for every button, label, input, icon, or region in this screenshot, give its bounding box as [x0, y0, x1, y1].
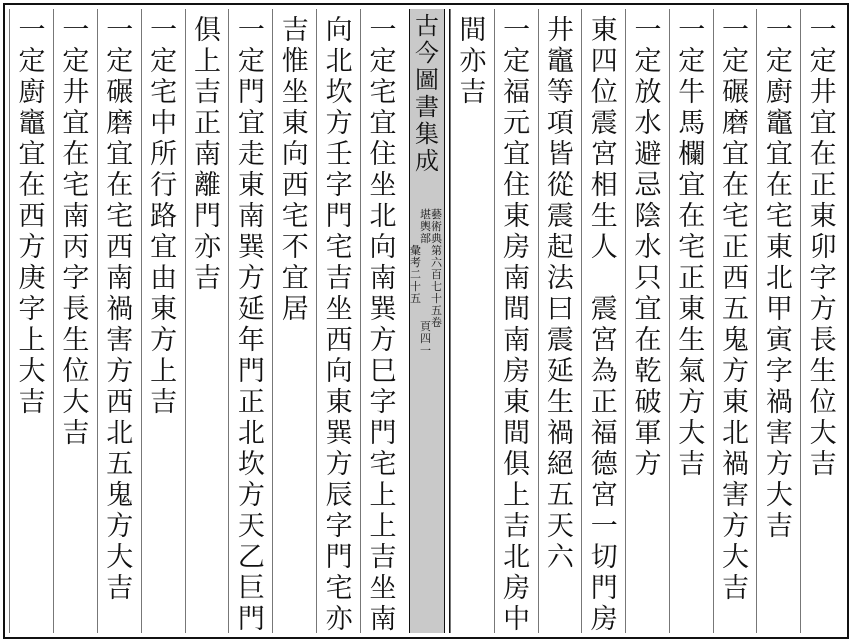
- book-title: 古 今 圖 書 集 成: [415, 12, 439, 175]
- text-column: [669, 9, 713, 633]
- text-column: [581, 9, 625, 633]
- column-text: 間 亦 吉: [459, 15, 487, 108]
- text-column: [228, 9, 272, 633]
- column-text: 一 定 門 宜 走 東 南 巽 方 延 年 門 正 北 坎 方 天 乙 巨 門: [237, 15, 265, 635]
- column-text: 一 定 宅 中 所 行 路 宜 由 東 方 上 吉: [150, 15, 178, 418]
- column-text: 一 定 福 元 宜 住 東 房 南 間 南 房 東 間 俱 上 吉 北 房 中: [503, 15, 531, 635]
- text-column: [185, 9, 229, 633]
- column-text: 一 定 碾 磨 宜 在 宅 西 南 禍 害 方 西 北 五 鬼 方 大 吉: [106, 15, 134, 604]
- text-column: [360, 9, 404, 633]
- column-text: 俱 上 吉 正 南 離 門 亦 吉: [193, 15, 221, 294]
- left-text-panel: [9, 9, 404, 633]
- right-text-panel: [449, 9, 844, 633]
- book-spine-header: [409, 9, 445, 633]
- spine-section-1: 藝 術 典: [431, 208, 442, 245]
- spine-section-2: 堪 輿 部: [420, 208, 431, 245]
- text-column: [316, 9, 360, 633]
- column-text: 一 定 井 宜 在 宅 南 丙 字 長 生 位 大 吉: [62, 15, 90, 449]
- text-column: [97, 9, 141, 633]
- text-column: [141, 9, 185, 633]
- text-column: [756, 9, 800, 633]
- column-text: 一 定 牛 馬 欄 宜 在 宅 正 東 生 氣 方 大 吉: [678, 15, 706, 480]
- spine-section-5: 頁 四 一: [420, 320, 431, 357]
- text-column: [625, 9, 669, 633]
- spine-section-4: 彙 考 二 十 五: [410, 244, 421, 305]
- column-text: 向 北 坎 方 壬 字 門 宅 吉 坐 西 向 東 巽 方 辰 字 門 宅 亦: [325, 15, 353, 635]
- column-text: 一 定 廚 竈 宜 在 宅 東 北 甲 寅 字 禍 害 方 大 吉: [765, 15, 793, 542]
- spine-section-3: 第 六 百 七 十 五 卷: [431, 244, 442, 329]
- column-text: 一 定 碾 磨 宜 在 宅 正 西 五 鬼 方 東 北 禍 害 方 大 吉: [722, 15, 750, 604]
- text-column: [713, 9, 757, 633]
- column-text: 井 竈 等 項 皆 從 震 起 法 曰 震 延 生 禍 絕 五 天 六: [546, 15, 574, 573]
- text-column: [53, 9, 97, 633]
- column-text: 一 定 放 水 避 忌 陰 水 只 宜 在 乾 破 軍 方: [634, 15, 662, 480]
- column-text: 吉 惟 坐 東 向 西 宅 不 宜 居: [281, 15, 309, 325]
- column-text: 一 定 宅 宜 住 坐 北 向 南 巽 方 巳 字 門 宅 上 上 吉 坐 南: [369, 15, 397, 635]
- column-text: 一 定 井 宜 在 正 東 卯 字 方 長 生 位 大 吉: [809, 15, 837, 480]
- text-column: [450, 9, 494, 633]
- column-text: 一 定 廚 竈 宜 在 西 方 庚 字 上 大 吉: [18, 15, 46, 418]
- text-column: [272, 9, 316, 633]
- text-column: [9, 9, 53, 633]
- column-text: 東 四 位 震 宮 相 生 人 震 宮 為 正 福 德 宮 一 切 門 房: [590, 15, 618, 635]
- text-column: [494, 9, 538, 633]
- text-column: [538, 9, 582, 633]
- text-column: [800, 9, 844, 633]
